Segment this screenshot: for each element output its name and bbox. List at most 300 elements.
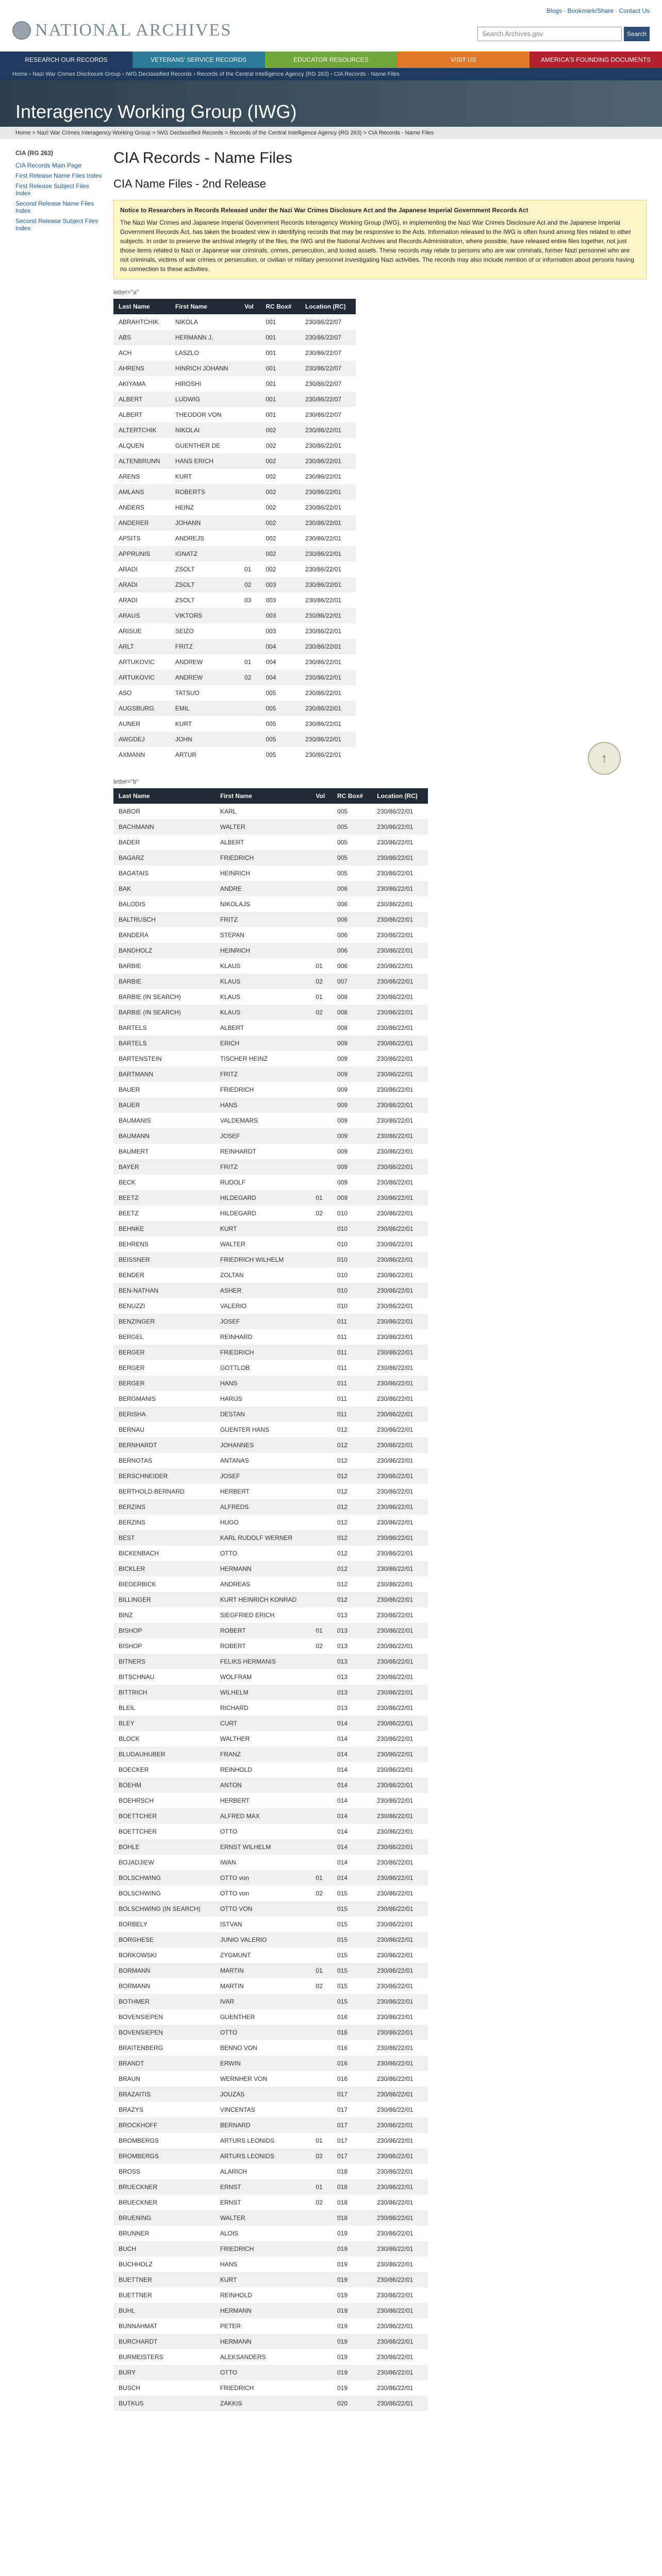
table-cell: HEINZ (175, 504, 194, 511)
table-cell: BROSS (119, 2168, 141, 2175)
table-cell: 012 (332, 1437, 372, 1453)
table-cell: 001 (266, 318, 276, 326)
table-cell: 016 (337, 2013, 348, 2021)
table-cell: 230/86/22/01 (372, 1623, 428, 1638)
table-cell: 230/86/22/01 (305, 658, 342, 666)
table-cell (310, 1855, 332, 1870)
table-cell: ALOIS (220, 2230, 239, 2237)
table-cell: HANS (215, 1097, 310, 1113)
table-cell: BAGATAIS (119, 870, 149, 877)
table-cell: BEETZ (119, 1210, 139, 1217)
table-cell: BAYER (113, 1159, 215, 1175)
table-row (113, 438, 356, 453)
table-cell: 230/86/22/01 (305, 751, 342, 758)
table-cell: CURT (215, 1716, 310, 1731)
table-cell: ERNST (215, 2179, 310, 2195)
table-row (113, 1978, 428, 1994)
table-cell: 012 (332, 1561, 372, 1577)
table-cell: 014 (337, 1828, 348, 1835)
table-cell: 230/86/22/01 (377, 2013, 413, 2021)
table-cell: BUETTNER (119, 2292, 152, 2299)
table-cell: 006 (337, 931, 348, 939)
table-cell: 230/86/22/01 (377, 1302, 413, 1310)
brand-name: NATIONAL ARCHIVES (35, 21, 232, 40)
table-cell: BITTRICH (113, 1685, 215, 1700)
table-cell: ARADI (119, 597, 138, 604)
table-row (113, 716, 356, 732)
table-cell: KLAUS (220, 993, 241, 1001)
table-row (113, 850, 428, 866)
sidebar-items (15, 162, 103, 232)
nav-item[interactable]: VETERANS' SERVICE RECORDS (133, 52, 265, 68)
back-to-top-button[interactable] (588, 742, 621, 775)
table-cell: ZSOLT (175, 566, 195, 573)
table-cell: FRIEDRICH WILHELM (215, 1252, 310, 1267)
table-row (113, 2380, 428, 2396)
table-row (113, 1561, 428, 1577)
table-row (113, 1468, 428, 1484)
column-header: Vol (310, 788, 332, 804)
table-cell: 230/86/22/01 (372, 1314, 428, 1329)
table-cell: BERGER (113, 1376, 215, 1391)
table-cell: HEINRICH (215, 943, 310, 958)
table-cell (310, 2272, 332, 2287)
table-row (113, 685, 356, 701)
table-cell (239, 376, 260, 392)
table-row (113, 1530, 428, 1546)
table-cell: 230/86/22/01 (372, 1283, 428, 1298)
table-row (113, 2396, 428, 2411)
table-cell: 230/86/22/01 (372, 1561, 428, 1577)
table-row (113, 1020, 428, 1036)
table-cell: 230/86/22/01 (300, 608, 356, 623)
table-cell (310, 1901, 332, 1917)
table-cell (310, 912, 332, 927)
table-cell: 230/86/22/01 (377, 2106, 413, 2113)
table-cell (310, 1947, 332, 1963)
table-row (113, 1422, 428, 1437)
table-cell (239, 422, 260, 438)
table-cell (310, 1345, 332, 1360)
table-cell: 017 (332, 2117, 372, 2133)
table-cell: HERBERT (220, 1488, 250, 1495)
sidebar-link[interactable]: First Release Name Files Index (15, 172, 102, 179)
table-cell: 01 (316, 993, 323, 1001)
table-cell: BENNO VON (220, 2044, 257, 2052)
table-row (113, 1870, 428, 1886)
table-row (113, 1376, 428, 1391)
table-row (113, 1824, 428, 1839)
table-cell: 230/86/22/01 (372, 2303, 428, 2318)
table-row (113, 2117, 428, 2133)
table-cell: KURT (215, 2272, 310, 2287)
table-cell (310, 2009, 332, 2025)
table-row (113, 2071, 428, 2087)
table-cell: ARTUKOVIC (119, 658, 155, 666)
table-cell: 02 (310, 974, 332, 989)
table-cell: 017 (332, 2148, 372, 2164)
table-cell: 020 (332, 2396, 372, 2411)
search-button[interactable]: Search (624, 27, 650, 41)
table-row (113, 1221, 428, 1236)
table-cell: 002 (260, 515, 300, 531)
table-cell: 016 (337, 2044, 348, 2052)
table-cell: 015 (332, 1901, 372, 1917)
table-cell: EMIL (170, 701, 239, 716)
table-cell: BOTHMER (113, 1994, 215, 2009)
table-cell (310, 1283, 332, 1298)
table-cell: 013 (332, 1685, 372, 1700)
table-cell (310, 1484, 332, 1499)
table-cell: BOLSCHWING (113, 1870, 215, 1886)
table-cell: 230/86/22/01 (372, 1499, 428, 1515)
table-row (113, 1236, 428, 1252)
table-cell: 011 (337, 1395, 347, 1402)
nav-item[interactable]: AMERICA'S FOUNDING DOCUMENTS (529, 52, 662, 68)
table-cell: BECK (119, 1179, 136, 1186)
letter-a-label: letter="a" (113, 289, 139, 296)
table-cell: 002 (260, 422, 300, 438)
table-cell: BRAUN (119, 2075, 141, 2082)
table-cell: FRIEDRICH (215, 2241, 310, 2257)
table-row (113, 881, 428, 896)
name-files-table-b (113, 788, 428, 2411)
table-cell (310, 1329, 332, 1345)
table-row (113, 1607, 428, 1623)
table-cell: BEN-NATHAN (113, 1283, 215, 1298)
table-cell: 005 (266, 751, 276, 758)
table-row (113, 1082, 428, 1097)
table-cell: 019 (332, 2365, 372, 2380)
table-cell: 230/86/22/01 (377, 1519, 413, 1526)
table-cell: BICKENBACH (119, 1550, 159, 1557)
table-cell: 008 (332, 1005, 372, 1020)
table-cell: 002 (266, 566, 276, 573)
table-row (113, 896, 428, 912)
table-cell (310, 881, 332, 896)
table-cell: BERNOTAS (119, 1457, 153, 1464)
table-cell: ALBERT (220, 839, 244, 846)
brand-logo[interactable] (12, 21, 231, 40)
table-cell: 001 (266, 380, 276, 387)
table-cell: KARL (220, 808, 237, 815)
sidebar-link[interactable]: Second Release Name Files Index (15, 200, 94, 214)
table-cell: BERGEL (119, 1333, 144, 1341)
table-row (113, 1793, 428, 1808)
table-cell: 230/86/22/01 (372, 2272, 428, 2287)
table-cell: 230/86/22/01 (372, 2056, 428, 2071)
table-cell: 230/86/22/01 (372, 1963, 428, 1978)
table-cell: 230/86/22/01 (377, 1179, 413, 1186)
table-cell (239, 438, 260, 453)
table-cell (310, 1607, 332, 1623)
table-cell: ANTANAS (220, 1457, 249, 1464)
table-cell (310, 1561, 332, 1577)
table-cell: 230/86/22/07 (305, 411, 342, 418)
table-cell: BORMANN (113, 1963, 215, 1978)
table-row (113, 392, 356, 407)
table-row (113, 1175, 428, 1190)
table-cell: 010 (332, 1283, 372, 1298)
table-cell (310, 850, 332, 866)
table-row (113, 1051, 428, 1066)
table-cell: 230/86/22/01 (372, 1716, 428, 1731)
table-cell (310, 1793, 332, 1808)
table-row (113, 943, 428, 958)
table-cell: 019 (332, 2303, 372, 2318)
table-cell: 002 (260, 453, 300, 469)
table-row (113, 1700, 428, 1716)
table-cell: GUENTER HANS (220, 1426, 270, 1433)
table-cell: AKIYAMA (119, 380, 146, 387)
table-cell: BARBIE (119, 962, 142, 970)
table-row (113, 1932, 428, 1947)
table-cell: 230/86/22/01 (300, 484, 356, 500)
table-cell: 230/86/22/01 (372, 1128, 428, 1144)
table-cell: 230/86/22/01 (372, 1777, 428, 1793)
table-cell: 005 (337, 808, 348, 815)
table-cell: MARTIN (215, 1963, 310, 1978)
table-cell: HANS (220, 2261, 238, 2268)
table-cell: BARBIE (IN SEARCH) (113, 1005, 215, 1020)
table-cell: 015 (337, 1921, 348, 1928)
table-cell: ANDRE (215, 881, 310, 896)
table-cell: BISHOP (119, 1642, 142, 1650)
table-cell (239, 484, 260, 500)
table-cell: ARTURS LEONIDS (220, 2137, 275, 2144)
table-cell (310, 1391, 332, 1406)
table-cell: BUETTNER (113, 2272, 215, 2287)
table-cell: NIKOLAJS (220, 901, 250, 908)
table-cell: BADER (119, 839, 140, 846)
table-cell (239, 623, 260, 639)
table-cell: GOTTLOB (220, 1364, 250, 1371)
table-cell (310, 1082, 332, 1097)
archives-seal-icon (12, 21, 31, 40)
table-row (113, 1283, 428, 1298)
table-cell: 002 (266, 504, 276, 511)
table-cell: 012 (332, 1530, 372, 1546)
table-cell: 016 (337, 2075, 348, 2082)
table-cell: 012 (332, 1592, 372, 1607)
table-cell: 012 (337, 1488, 348, 1495)
table-cell: BOLSCHWING (119, 1890, 161, 1897)
table-cell (310, 2025, 332, 2040)
table-cell (310, 1437, 332, 1453)
nav-item[interactable]: RESEARCH OUR RECORDS (0, 52, 133, 68)
table-row (113, 1654, 428, 1669)
table-cell: 230/86/22/01 (372, 1592, 428, 1607)
table-cell: BERSCHNEIDER (113, 1468, 215, 1484)
table-cell: 014 (332, 1808, 372, 1824)
table-cell: 011 (332, 1406, 372, 1422)
table-cell (310, 1360, 332, 1376)
table-cell: 02 (316, 1890, 323, 1897)
table-cell: 230/86/22/01 (377, 1612, 413, 1619)
table-row (113, 2272, 428, 2287)
table-cell: JOSEF (215, 1314, 310, 1329)
table-cell (310, 1577, 332, 1592)
table-cell (310, 2087, 332, 2102)
table-cell: BARBIE (IN SEARCH) (119, 993, 181, 1001)
table-row (113, 1437, 428, 1453)
table-cell: ROBERTS (170, 484, 239, 500)
table-cell: 230/86/22/01 (372, 881, 428, 896)
table-cell: BISHOP (113, 1623, 215, 1638)
table-cell: ALBERT (220, 1024, 244, 1031)
table-cell: 015 (332, 1994, 372, 2009)
table-cell: BLOCK (119, 1735, 140, 1742)
table-cell: 02 (316, 2199, 323, 2206)
table-row (113, 1484, 428, 1499)
table-cell: BIEDERBICK (119, 1581, 156, 1588)
table-cell: BANDHOLZ (113, 943, 215, 958)
sidebar-link[interactable]: First Release Subject Files Index (15, 182, 89, 197)
table-cell: FRIEDRICH (215, 850, 310, 866)
table-cell: WILHELM (215, 1685, 310, 1700)
table-row (113, 1298, 428, 1314)
table-cell: ARTUR (175, 751, 197, 758)
table-row (113, 1963, 428, 1978)
table-cell (239, 361, 260, 376)
table-cell (310, 1453, 332, 1468)
table-cell: APSITS (119, 535, 141, 542)
table-cell: HIROSHI (175, 380, 201, 387)
table-cell: 230/86/22/01 (300, 577, 356, 592)
table-cell (239, 515, 260, 531)
table-cell: 009 (332, 1066, 372, 1082)
table-cell: 010 (337, 1210, 348, 1217)
table-cell: 230/86/22/01 (377, 2137, 413, 2144)
table-cell: BLEIL (119, 1704, 136, 1711)
table-cell: 230/86/22/01 (372, 1159, 428, 1175)
table-cell (310, 1128, 332, 1144)
nav-item[interactable]: EDUCATOR RESOURCES (265, 52, 398, 68)
table-row (113, 1329, 428, 1345)
table-row (113, 1206, 428, 1221)
search-input[interactable]: Search Archives.gov (477, 27, 622, 41)
table-cell: BAK (113, 881, 215, 896)
table-cell: GUENTHER DE (175, 442, 221, 449)
table-row (113, 747, 356, 762)
table-cell: ABRAHTCHIK (119, 318, 159, 326)
table-cell: SIEGFRIED ERICH (220, 1612, 275, 1619)
table-cell: BANDERA (119, 931, 149, 939)
table-cell (310, 2164, 332, 2179)
table-cell (310, 2287, 332, 2303)
table-cell: 011 (337, 1333, 347, 1341)
table-cell: 230/86/22/07 (305, 380, 342, 387)
header-breadcrumb: Home › Nazi War Crimes Disclosure Group › IWG Declassified Records › Records of the Central Intelligence Agency (RG 263) › CIA Records - Name Files (0, 68, 662, 80)
table-cell: 012 (337, 1550, 348, 1557)
notice-title: Notice to Researchers in Records Released under the Nazi War Crimes Disclosure Act and the Japanese Imperial Government Records Act (120, 207, 528, 214)
table-cell: ROBERT (215, 1623, 310, 1638)
table-cell: FRITZ (170, 639, 239, 654)
column-header: Vol (239, 299, 260, 314)
sidebar-link[interactable]: CIA Records Main Page (15, 162, 82, 169)
table-cell: BROCKHOFF (113, 2117, 215, 2133)
table-cell: 230/86/22/01 (377, 1952, 413, 1959)
table-cell: 001 (260, 392, 300, 407)
table-row (113, 2226, 428, 2241)
table-cell: 230/86/22/01 (377, 2353, 413, 2361)
table-cell: 230/86/22/01 (372, 912, 428, 927)
table-cell: IGNATZ (170, 546, 239, 562)
table-cell: 230/86/22/01 (377, 1581, 413, 1588)
table-row (113, 2195, 428, 2210)
table-cell: 013 (332, 1623, 372, 1638)
table-cell (310, 1747, 332, 1762)
table-cell: 011 (332, 1376, 372, 1391)
table-cell (239, 701, 260, 716)
nav-item[interactable]: VISIT US (397, 52, 529, 68)
table-cell: BALTRUSCH (113, 912, 215, 927)
table-cell: BERISHA (113, 1406, 215, 1422)
table-cell: 011 (332, 1314, 372, 1329)
table-cell: 230/86/22/01 (377, 1272, 413, 1279)
column-header: RC Box# (332, 788, 372, 804)
table-cell: 230/86/22/01 (372, 1221, 428, 1236)
table-cell: 230/86/22/01 (372, 850, 428, 866)
table-cell: 230/86/22/01 (300, 515, 356, 531)
table-row (113, 639, 356, 654)
table-cell: 004 (260, 670, 300, 685)
table-cell (310, 1932, 332, 1947)
table-cell: HANS (215, 1376, 310, 1391)
table-row (113, 330, 356, 345)
table-cell: 230/86/22/01 (377, 1673, 413, 1681)
table-cell: HILDEGARD (215, 1190, 310, 1206)
sidebar-link[interactable]: Second Release Subject Files Index (15, 217, 98, 232)
table-cell: 230/86/22/01 (372, 1005, 428, 1020)
table-cell: JOUZAS (215, 2087, 310, 2102)
table-cell: 230/86/22/01 (300, 732, 356, 747)
table-cell (239, 747, 260, 762)
notice-body: The Nazi War Crimes and Japanese Imperial Government Records Interagency Working Group (IWG), in implementing the Nazi War Crimes Disclosure Act and the Japanese Imperial Government Records Act, has taken the broadest view in identifying records that may be responsive to the Acts. Information released to the IWG is often found among files related to other subjects. In order to preserve the archival integrity of the files, the IWG and the National Archives and Records Administration, where possible, have released entire files together, not just those items related to Nazi or Japanese war criminals, crimes, persecution, and looted assets. These records may relate to persons who are war criminals, former Nazi personnel who are not criminals, victims of war crimes or persecution, or civilian or military personnel investigating Nazi activities. The records may also include mention of or information about persons having no connection to these activities. (120, 219, 634, 273)
breadcrumb[interactable]: Home > Nazi War Crimes Interagency Working Group > IWG Declassified Records > Records of the Central Intelligence Agency (RG 263) > CIA Records - Name Files (0, 127, 662, 139)
table-cell (239, 639, 260, 654)
table-cell: BRAITENBERG (119, 2044, 163, 2052)
table-cell: 230/86/22/01 (372, 1839, 428, 1855)
table-row (113, 958, 428, 974)
table-row (113, 1314, 428, 1329)
top-header (0, 0, 662, 52)
table-cell (239, 392, 260, 407)
table-cell: 230/86/22/01 (372, 1345, 428, 1360)
table-cell: 002 (260, 546, 300, 562)
table-cell: 010 (337, 1241, 348, 1248)
table-cell: 230/86/22/01 (377, 1550, 413, 1557)
table-cell: 014 (337, 1797, 348, 1804)
table-cell (310, 2334, 332, 2349)
utility-links[interactable]: Blogs · Bookmark/Share · Contact Us (546, 7, 650, 14)
table-cell: TATSUO (175, 689, 200, 697)
table-cell (239, 716, 260, 732)
table-cell: 014 (332, 1870, 372, 1886)
table-cell: 230/86/22/01 (377, 1148, 413, 1155)
table-row (113, 974, 428, 989)
table-cell: VALDEMARS (220, 1117, 258, 1124)
table-cell (310, 1236, 332, 1252)
table-cell: 230/86/22/01 (372, 1747, 428, 1762)
table-cell (310, 1777, 332, 1793)
table-cell: BENZINGER (113, 1314, 215, 1329)
table-cell: 230/86/22/01 (372, 943, 428, 958)
table-cell: BOHLE (113, 1839, 215, 1855)
table-row (113, 1886, 428, 1901)
letter-b-label: letter="b" (113, 778, 139, 785)
table-cell: HERMANN (215, 2303, 310, 2318)
